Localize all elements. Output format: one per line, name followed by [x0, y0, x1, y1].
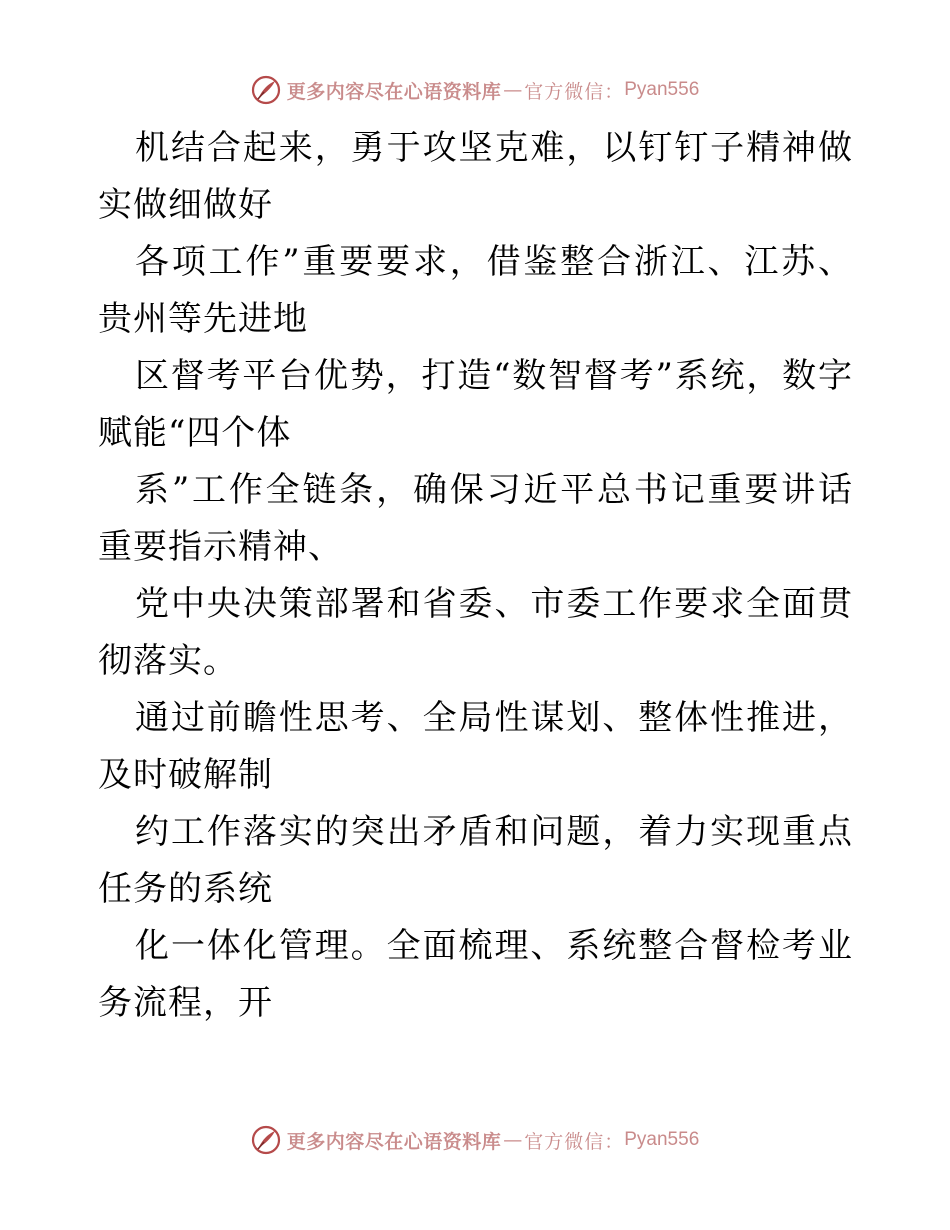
paragraph: 化一体化管理。全面梳理、系统整合督检考业务流程，开 [98, 926, 853, 1023]
watermark-dash: — [503, 1129, 523, 1151]
watermark-official-label: 官方微信： [524, 1130, 625, 1153]
feather-pen-logo-icon [251, 1125, 281, 1155]
paragraph: 系”工作全链条，确保习近平总书记重要讲话重要指示精神、 [98, 470, 853, 567]
header-watermark [0, 70, 950, 110]
paragraph: 区督考平台优势，打造“数智督考”系统，数字赋能“四个体 [98, 356, 853, 453]
paragraph: 约工作落实的突出矛盾和问题，着力实现重点任务的系统 [98, 812, 853, 909]
document-body [98, 120, 853, 1032]
watermark-wechat-id: Pyan556 [624, 1129, 700, 1150]
paragraph: 机结合起来，勇于攻坚克难，以钉钉子精神做实做细做好 [98, 128, 853, 225]
paragraph: 通过前瞻性思考、全局性谋划、整体性推进，及时破解制 [98, 698, 853, 795]
watermark-text: 更多内容尽在心语资料库 [286, 1130, 502, 1153]
footer-watermark [0, 1120, 950, 1160]
paragraph: 党中央决策部署和省委、市委工作要求全面贯彻落实。 [98, 584, 853, 681]
watermark-official-label: 官方微信： [524, 80, 625, 103]
watermark-dash: — [503, 79, 523, 101]
feather-pen-logo-icon [251, 75, 281, 105]
watermark-wechat-id: Pyan556 [624, 79, 700, 100]
watermark-text: 更多内容尽在心语资料库 [286, 80, 502, 103]
paragraph: 各项工作”重要要求，借鉴整合浙江、江苏、贵州等先进地 [98, 242, 853, 339]
